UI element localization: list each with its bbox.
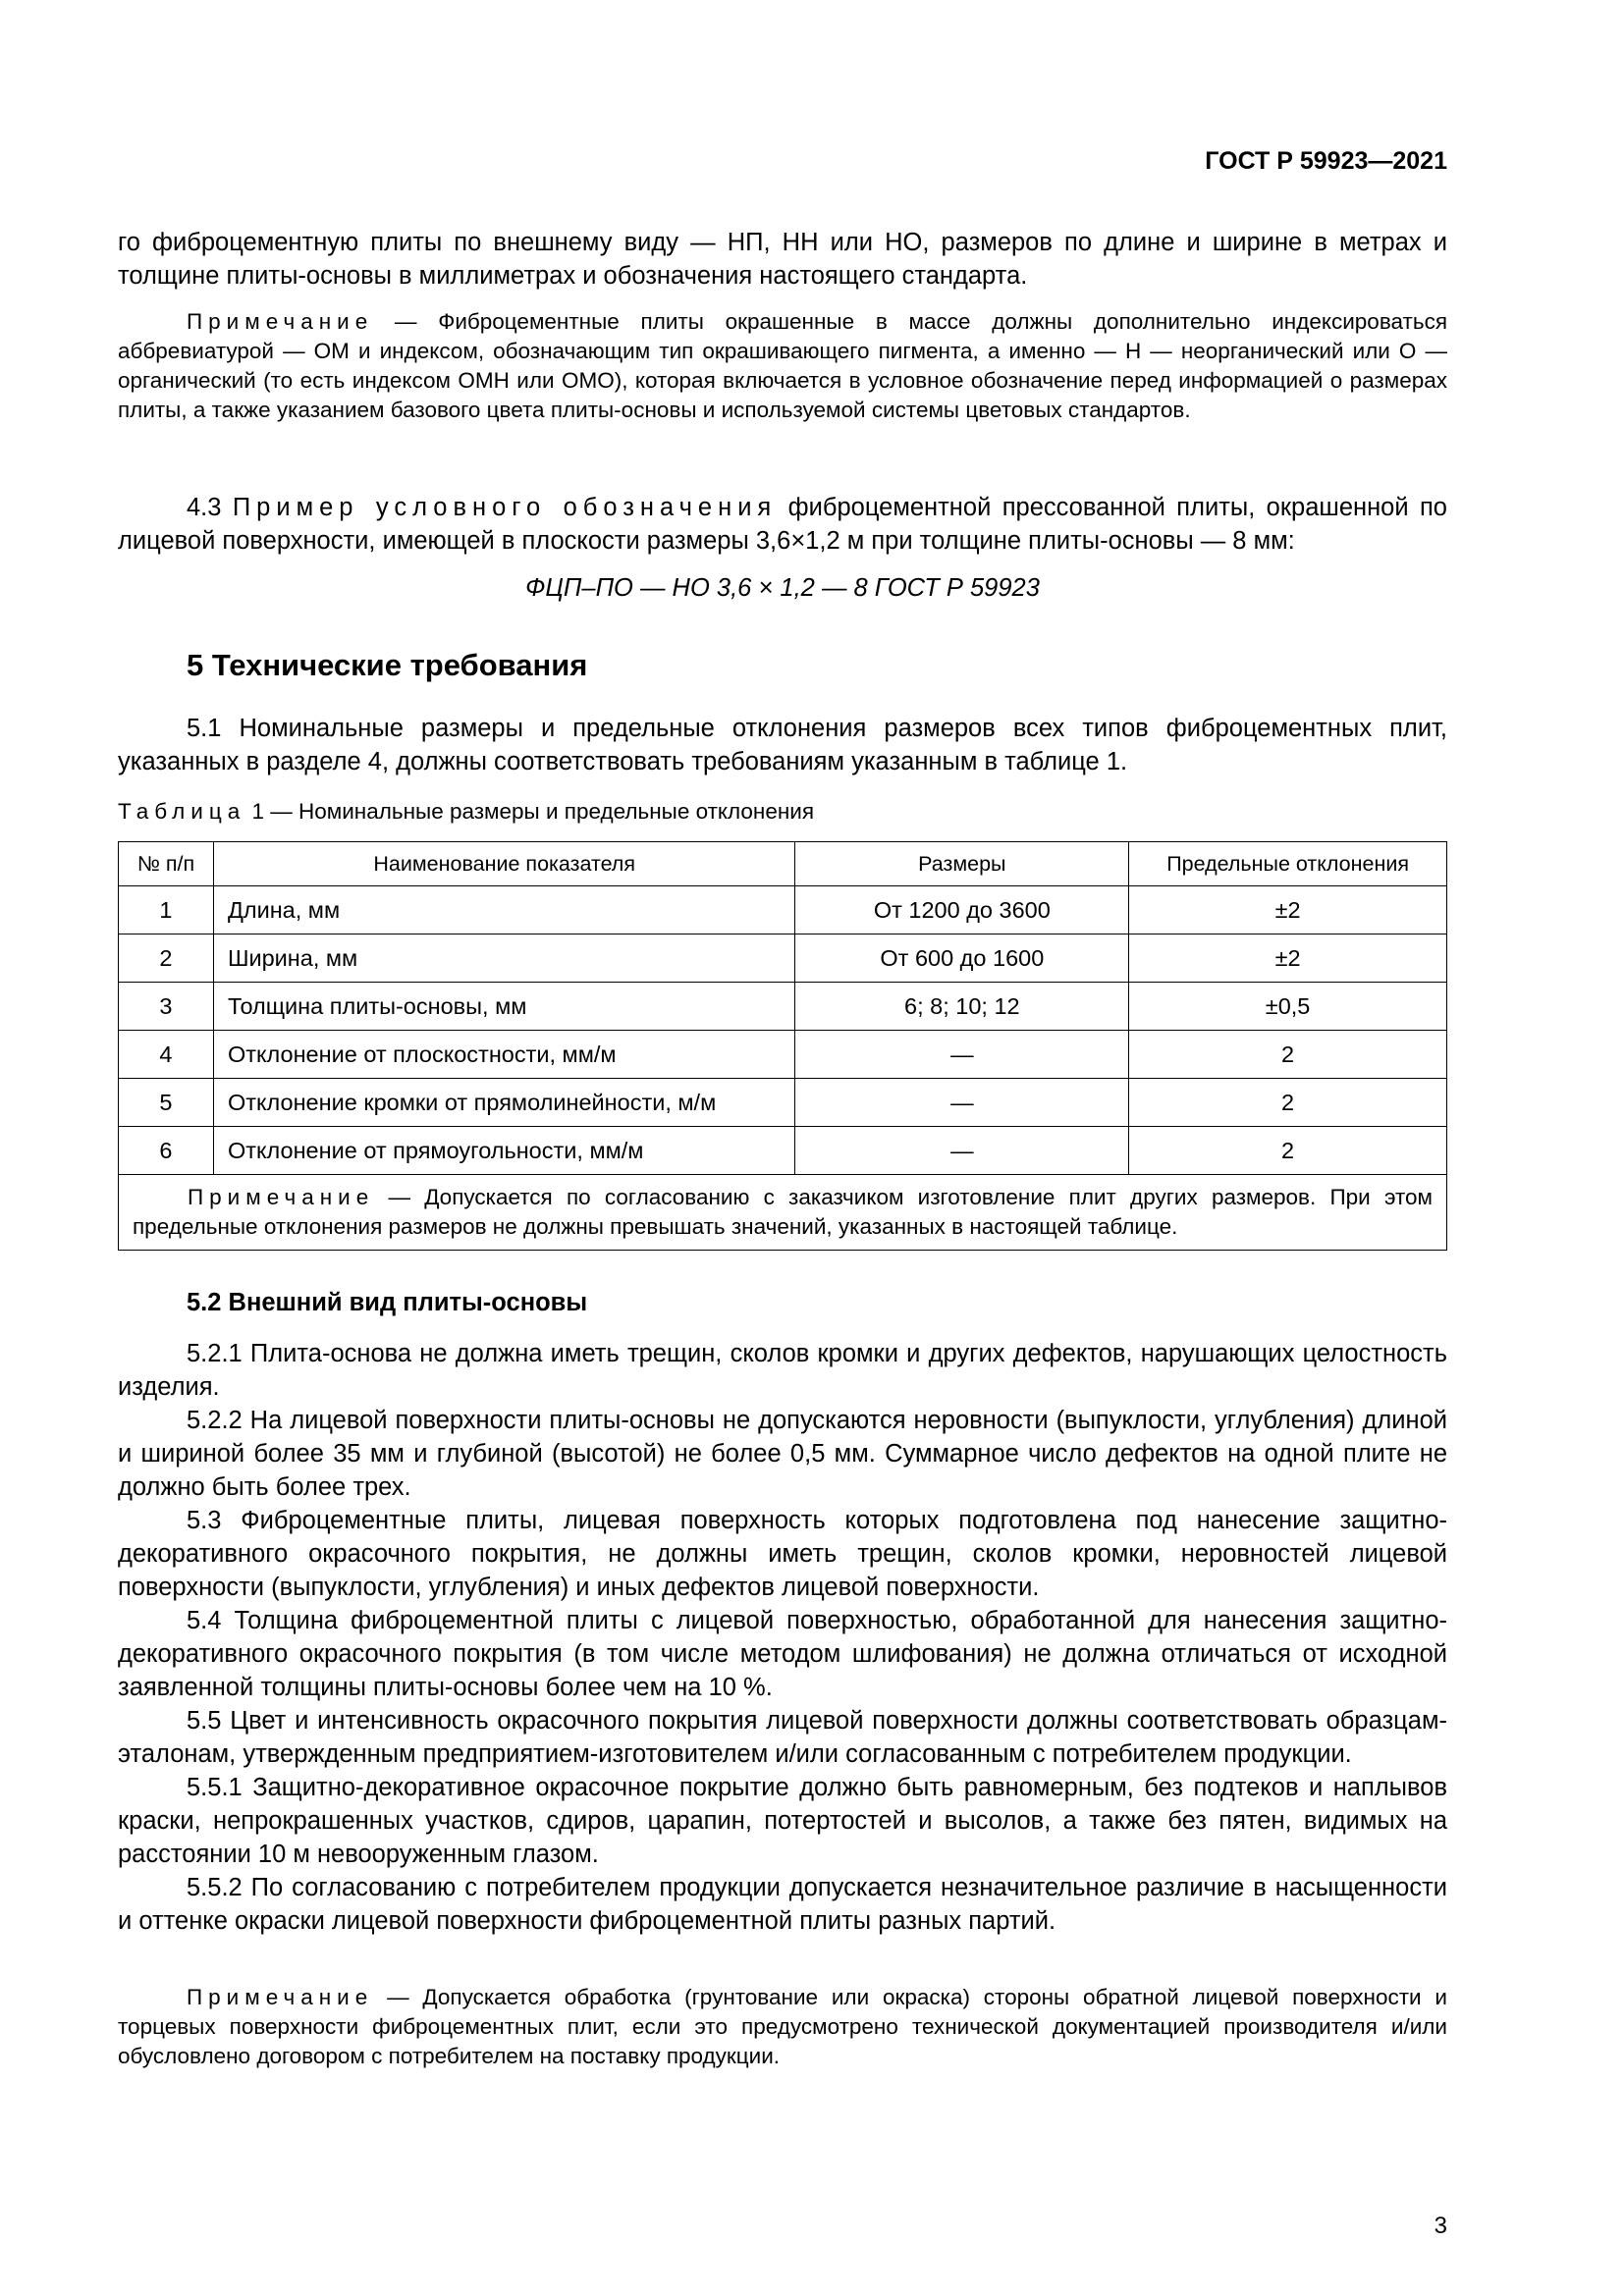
paragraph-5-1: 5.1 Номинальные размеры и предельные отклонения размеров всех типов фиброцементных плит, указанных в разделе 4, должны соответствовать требованиям указанным в таблице 1. <box>118 715 1447 775</box>
header-cell: Наименование показателя <box>213 842 795 886</box>
paragraph-5-5: 5.5 Цвет и интенсивность окрасочного покрытия лицевой поверхности должны соответствовать образцам-эталонам, утвержденным предприятием-изготовителем и/или согласованным с потребителем продукции. <box>118 1707 1447 1768</box>
size-value: — <box>795 1079 1129 1127</box>
note-3 <box>118 1983 1447 2071</box>
row-number: 1 <box>119 886 214 934</box>
table-note <box>119 1175 1447 1251</box>
row-number: 2 <box>119 934 214 983</box>
tolerance-value: ±2 <box>1129 886 1447 934</box>
size-value: — <box>795 1031 1129 1079</box>
note-1 <box>118 307 1447 425</box>
page-number: 3 <box>1434 2213 1447 2239</box>
table-1-caption-text: 1 — Номинальные размеры и предельные отклонения <box>245 799 815 824</box>
tolerance-value: 2 <box>1129 1031 1447 1079</box>
table-1 <box>118 841 1447 1251</box>
row-number: 5 <box>119 1079 214 1127</box>
indicator-name: Толщина плиты-основы, мм <box>213 983 795 1031</box>
table-1-caption-label: Таблица <box>118 799 246 824</box>
table-note-text: — Допускается по согласованию с заказчиком изготовление плит других размеров. При этом предельные отклонения размеров не должны превышать значений, указанных в настоящей таблице. <box>133 1185 1433 1239</box>
indicator-name: Отклонение от плоскостности, мм/м <box>213 1031 795 1079</box>
table-note-row <box>119 1175 1447 1251</box>
section-4-3-text: фиброцементной прессованной плиты, окрашенной по лицевой поверхности, имеющей в плоскости размеры 3,6×1,2 м при толщине плиты-основы — 8 мм: <box>118 494 1447 555</box>
paragraph-5-2-2: 5.2.2 На лицевой поверхности плиты-основы не допускаются неровности (выпуклости, углубления) длиной и шириной более 35 мм и глубиной (высотой) не более 0,5 мм. Суммарное число дефектов на одной плите не должно быть более трех. <box>118 1407 1447 1501</box>
table-row <box>119 983 1447 1031</box>
note-3-text: — Допускается обработка (грунтование или окраска) стороны обратной лицевой поверхности и торцевых поверхности фиброцементных плит, если это предусмотрено технической документацией производителя и/или обусловлено договором с потребителем на поставку продукции. <box>118 1985 1447 2068</box>
tolerance-value: 2 <box>1129 1079 1447 1127</box>
header-cell: № п/п <box>119 842 214 886</box>
paragraph-5-2-1: 5.2.1 Плита-основа не должна иметь трещин, сколов кромки и других дефектов, нарушающих целостность изделия. <box>118 1340 1447 1401</box>
table-note-label: Примечание <box>188 1185 375 1209</box>
section-4-3 <box>118 491 1447 558</box>
section-5-2-title: 5.2 Внешний вид плиты-основы <box>187 1289 588 1316</box>
section-5-2-body <box>118 1337 1447 1938</box>
size-value: 6; 8; 10; 12 <box>795 983 1129 1031</box>
table-row <box>119 1031 1447 1079</box>
note-1-label: Примечание <box>187 309 374 334</box>
section-5-title: 5 Технические требования <box>187 648 588 682</box>
document-header: ГОСТ Р 59923—2021 <box>1205 147 1447 175</box>
table-header-row <box>119 842 1447 886</box>
indicator-name: Ширина, мм <box>213 934 795 983</box>
indicator-name: Отклонение от прямоугольности, мм/м <box>213 1127 795 1175</box>
paragraph-5-3: 5.3 Фиброцементные плиты, лицевая поверхность которых подготовлена под нанесение защитно-декоративного окрасочного покрытия, не должны иметь трещин, сколов кромки, неровностей лицевой поверхности (выпуклости, углубления) и иных дефектов лицевой поверхности. <box>118 1507 1447 1601</box>
size-value: От 600 до 1600 <box>795 934 1129 983</box>
tolerance-value: 2 <box>1129 1127 1447 1175</box>
header-cell: Размеры <box>795 842 1129 886</box>
note-1-text: — Фиброцементные плиты окрашенные в массе должны дополнительно индексироваться аббревиатурой — ОМ и индексом, обозначающим тип окрашивающего пигмента, а именно — Н — неорганический или О — органический (то есть индексом ОМН или ОМО), которая включается в условное обозначение перед информацией о размерах плиты, а также указанием базового цвета плиты-основы и используемой системы цветовых стандартов. <box>118 309 1447 422</box>
size-value: — <box>795 1127 1129 1175</box>
tolerance-value: ±0,5 <box>1129 983 1447 1031</box>
paragraph-5-4: 5.4 Толщина фиброцементной плиты с лицевой поверхностью, обработанной для нанесения защитно-декоративного окрасочного покрытия (в том числе методом шлифования) не должна отличаться от исходной заявленной толщины плиты-основы более чем на 10 %. <box>118 1607 1447 1701</box>
table-row <box>119 886 1447 934</box>
section-4-3-number: 4.3 <box>187 494 222 521</box>
note-3-label: Примечание <box>187 1985 374 2009</box>
designation-formula: ФЦП–ПО — НО 3,6 × 1,2 — 8 ГОСТ Р 59923 <box>525 574 1040 602</box>
table-row <box>119 1079 1447 1127</box>
row-number: 3 <box>119 983 214 1031</box>
intro-paragraph: го фиброцементную плиты по внешнему виду — НП, НН или НО, размеров по длине и ширине в метрах и толщине плиты-основы в миллиметрах и обозначения настоящего стандарта. <box>118 229 1447 290</box>
table-1-wrapper <box>118 841 1447 1251</box>
tolerance-value: ±2 <box>1129 934 1447 983</box>
header-cell: Предельные отклонения <box>1129 842 1447 886</box>
table-1-caption <box>118 797 1447 827</box>
table-row <box>119 934 1447 983</box>
size-value: От 1200 до 3600 <box>795 886 1129 934</box>
table-row <box>119 1127 1447 1175</box>
row-number: 6 <box>119 1127 214 1175</box>
indicator-name: Длина, мм <box>213 886 795 934</box>
indicator-name: Отклонение кромки от прямолинейности, м/м <box>213 1079 795 1127</box>
paragraph-5-5-1: 5.5.1 Защитно-декоративное окрасочное покрытие должно быть равномерным, без подтеков и наплывов краски, непрокрашенных участков, сдиров, царапин, потертостей и высолов, а также без пятен, видимых на расстоянии 10 м невооруженным глазом. <box>118 1774 1447 1868</box>
row-number: 4 <box>119 1031 214 1079</box>
paragraph-5-5-2: 5.5.2 По согласованию с потребителем продукции допускается незначительное различие в насыщенности и оттенке окраски лицевой поверхности фиброцементной плиты разных партий. <box>118 1874 1447 1935</box>
section-4-3-label: Пример условного обозначения <box>232 494 778 521</box>
